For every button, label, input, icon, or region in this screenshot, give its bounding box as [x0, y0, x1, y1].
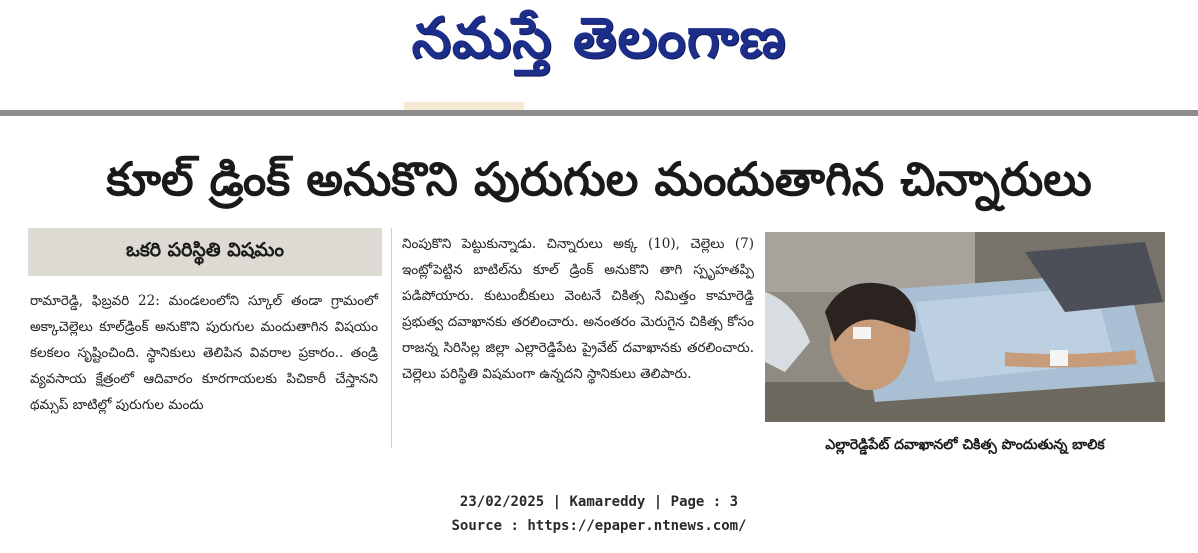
article-column-left: రామారెడ్డి, ఫిబ్రవరి 22: మండలంలోని స్కూల్ తండా గ్రామంలో అక్కాచెల్లెలు కూల్‌డ్రింక్ అనుకొని పురుగుల మందుతాగిన విషయం కలకలం సృష్టించింది. స్థానికులు తెలిపిన వివరాల ప్రకారం.. తండ్రి వ్యవసాయ క్షేత్రంలో ఆదివారం కూరగాయలకు పిచికారీ చేస్తానని థమ్సప్ బాటిల్లో పురుగుల మందు	[30, 293, 378, 413]
article-headline: కూల్ డ్రింక్ అనుకొని పురుగుల మందుతాగిన చిన్నారులు	[106, 152, 1092, 206]
photo-caption: ఎల్లారెడ్డిపేట్ దవాఖానలో చికిత్స పొందుతున్న బాలిక	[825, 436, 1105, 453]
article-column-middle: నింపుకొని పెట్టుకున్నాడు. చిన్నారులు అక్క (10), చెల్లెలు (7) ఇంట్లోపెట్టిన బాటిల్‌ను కూల్ డ్రింక్ అనుకొని తాగి స్పృహతప్పి పడిపోయారు. కుటుంబీకులు వెంటనే చికిత్స నిమిత్తం కామారెడ్డి ప్రభుత్వ దవాఖానకు తరలించారు. అనంతరం మెరుగైన చికిత్స కోసం రాజన్న సిరిసిల్ల జిల్లా ఎల్లారెడ్డిపేట ప్రైవేట్ దవాఖానకు తరలించారు. చెల్లెలు పరిస్థితి విషమంగా ఉన్నదని స్థానికులు తెలిపారు.	[402, 236, 754, 382]
girl-in-hospital-image	[765, 232, 1165, 422]
subheading-box	[28, 228, 382, 276]
masthead	[0, 0, 1198, 102]
column-divider	[391, 228, 392, 448]
footer-date-page: 23/02/2025 | Kamareddy | Page : 3	[459, 494, 739, 510]
footer-source: Source : https://epaper.ntnews.com/	[451, 518, 747, 534]
masthead-rule	[0, 110, 1198, 116]
masthead-accent	[404, 102, 524, 110]
page-footer	[0, 490, 1198, 538]
article-subheading: ఒకరి పరిస్థితి విషమం	[125, 238, 285, 261]
newspaper-logo: నమస్తే తెలంగాణ	[411, 5, 787, 71]
article-photo	[765, 232, 1165, 422]
